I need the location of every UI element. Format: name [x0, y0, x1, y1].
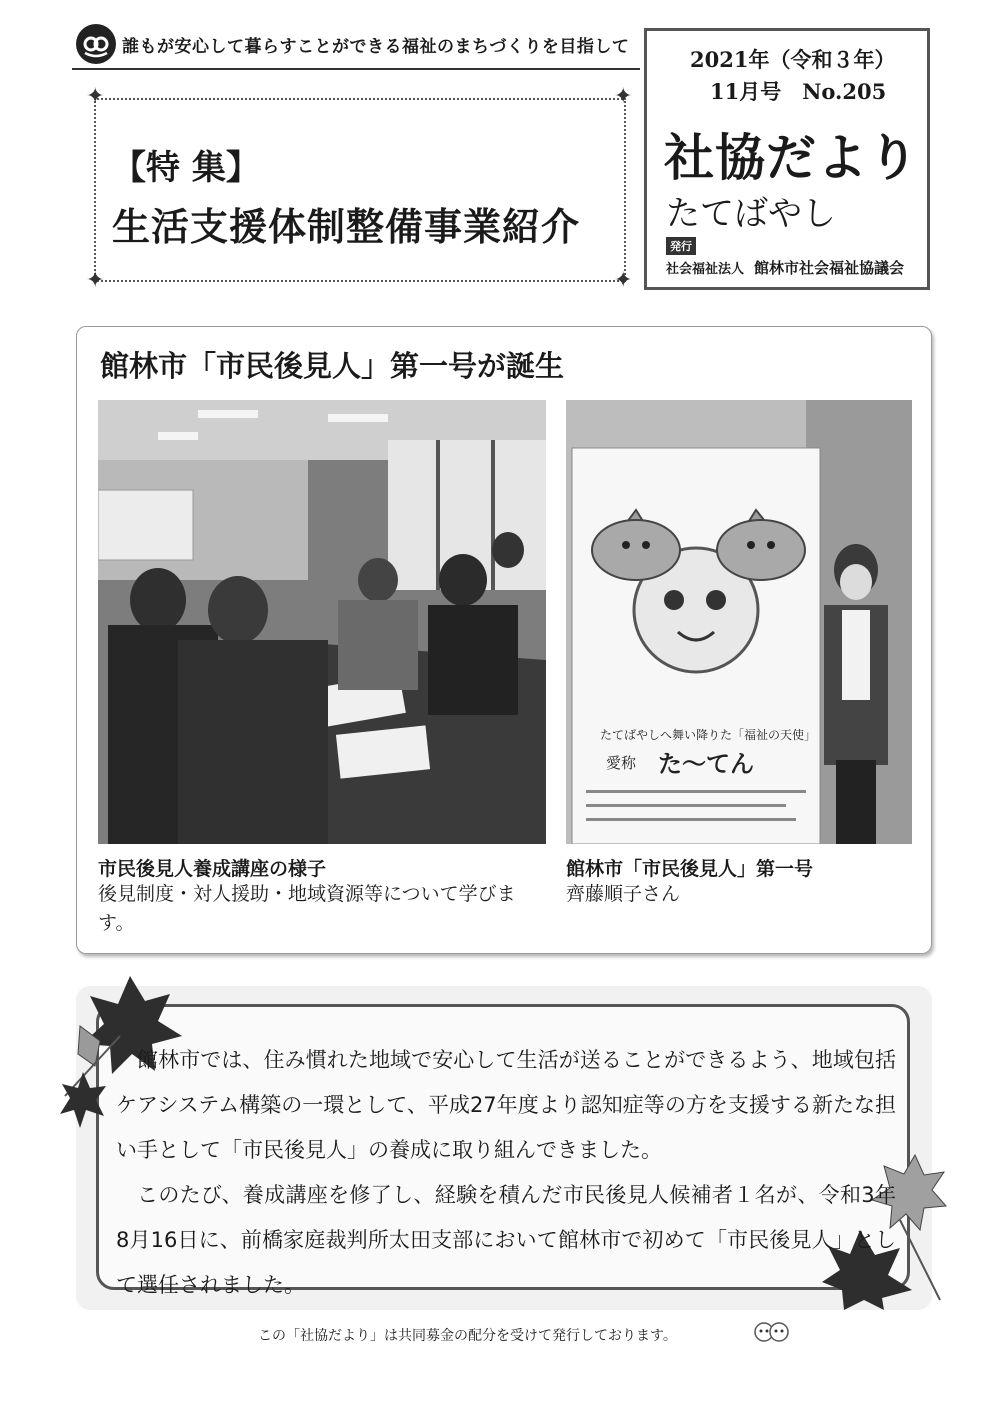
citizen-guardian-photo [566, 400, 912, 844]
slogan: 誰もが安心して暮らすことができる福祉のまちづくりを目指して [122, 37, 630, 57]
diamond-ornament-icon: ✦ [614, 84, 633, 109]
autumn-leaf-icon [58, 1070, 108, 1130]
feature-title: 生活支援体制整備事業紹介 [112, 205, 581, 249]
mascot-icon [752, 1316, 790, 1346]
photo2-caption-body: 齊藤順子さん [566, 883, 681, 905]
section-heading: 館林市「市民後見人」第一号が誕生 [100, 349, 565, 383]
poster-mascot-name: た～てん [658, 750, 754, 778]
feature-kicker: 【特 集】 [112, 148, 260, 188]
footer-note: この「社協だより」は共同募金の配分を受けて発行しております。 [258, 1328, 677, 1344]
feature-box [94, 98, 626, 282]
publisher-line [666, 257, 904, 278]
shakyo-logo-icon [76, 24, 116, 64]
poster-name-label: 愛称 [606, 754, 637, 772]
photo1-caption-body: 後見制度・対人援助・地域資源等について学びます。 [98, 883, 516, 934]
publisher-type: 社会福祉法人 [666, 262, 745, 277]
training-session-photo [98, 400, 546, 844]
publisher-label: 発行 [666, 237, 696, 255]
issue-number: 11月号 No.205 [710, 79, 887, 104]
header-divider [72, 68, 640, 70]
body-text [116, 1038, 896, 1308]
body-paragraph-1: 館林市では、住み慣れた地域で安心して生活が送ることができるよう、地域包括ケアシステム構築の一環として、平成27年度より認知症等の方を支援する新たな担い手として「市民後見人」の養成に取り組んできました。 [116, 1048, 896, 1162]
body-paragraph-2: このたび、養成講座を修了し、経験を積んだ市民後見人候補者１名が、令和3年8月16日に、前橋家庭裁判所太田支部において館林市で初めて「市民後見人」として選任されました。 [116, 1183, 896, 1297]
diamond-ornament-icon: ✦ [86, 84, 105, 109]
publisher-name: 館林市社会福祉協議会 [754, 259, 905, 277]
diamond-ornament-icon: ✦ [86, 268, 105, 293]
diamond-ornament-icon: ✦ [614, 268, 633, 293]
poster-tagline: たてばやしへ舞い降りた「福祉の天使」 [600, 728, 817, 742]
newsletter-subtitle: たてばやし [666, 194, 836, 234]
photo1-caption-title: 市民後見人養成講座の様子 [98, 858, 327, 880]
newsletter-title: 社協だより [664, 129, 919, 187]
issue-year: 2021年（令和３年） [690, 47, 896, 72]
photo2-caption-title: 館林市「市民後見人」第一号 [566, 858, 814, 880]
